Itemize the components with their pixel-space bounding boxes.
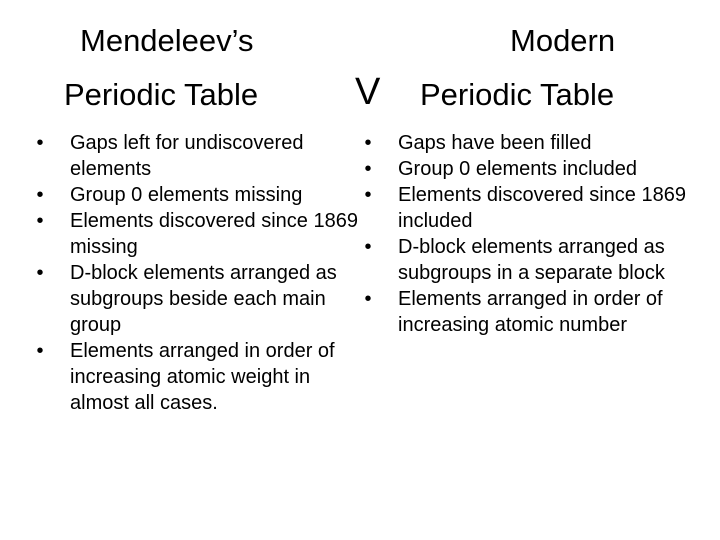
- mendeleev-bullet-list: [30, 130, 360, 416]
- bullet-icon: •: [364, 158, 372, 180]
- bullet-icon: •: [36, 184, 44, 206]
- bullet-text: Group 0 elements missing: [70, 184, 303, 206]
- bullet-icon: •: [36, 132, 44, 154]
- bullet-text: D-block elements arranged as subgroups in a separate block: [398, 236, 665, 284]
- bullet-text: D-block elements arranged as subgroups beside each main group: [70, 262, 337, 336]
- bullet-item: [358, 130, 698, 156]
- bullet-item: [30, 208, 360, 260]
- bullet-item: [358, 156, 698, 182]
- modern-title-line1: Modern: [510, 23, 616, 58]
- bullet-item: [358, 234, 698, 286]
- bullet-text: Elements discovered since 1869 missing: [70, 210, 358, 258]
- bullet-icon: •: [364, 184, 372, 206]
- bullet-icon: •: [364, 236, 372, 258]
- bullet-item: [358, 182, 698, 234]
- bullet-item: [358, 286, 698, 338]
- bullet-item: [30, 130, 360, 182]
- bullet-icon: •: [364, 132, 372, 154]
- bullet-text: Gaps left for undiscovered elements: [70, 132, 304, 180]
- bullet-text: Group 0 elements included: [398, 158, 638, 180]
- bullet-item: [30, 338, 360, 416]
- bullet-text: Elements arranged in order of increasing atomic number: [398, 288, 663, 336]
- bullet-icon: •: [36, 210, 44, 232]
- mendeleev-title-line2: Periodic Table: [64, 77, 259, 112]
- bullet-icon: •: [36, 262, 44, 284]
- modern-bullet-list: [358, 130, 698, 338]
- bullet-text: Gaps have been filled: [398, 132, 592, 154]
- versus-label: V: [355, 71, 381, 113]
- bullet-text: Elements discovered since 1869 included: [398, 184, 686, 232]
- modern-title-line2: Periodic Table: [420, 77, 615, 112]
- bullet-item: [30, 260, 360, 338]
- mendeleev-title-line1: Mendeleev’s: [80, 23, 254, 58]
- bullet-icon: •: [36, 340, 44, 362]
- bullet-icon: •: [364, 288, 372, 310]
- bullet-item: [30, 182, 360, 208]
- bullet-text: Elements arranged in order of increasing atomic weight in almost all cases.: [70, 340, 335, 414]
